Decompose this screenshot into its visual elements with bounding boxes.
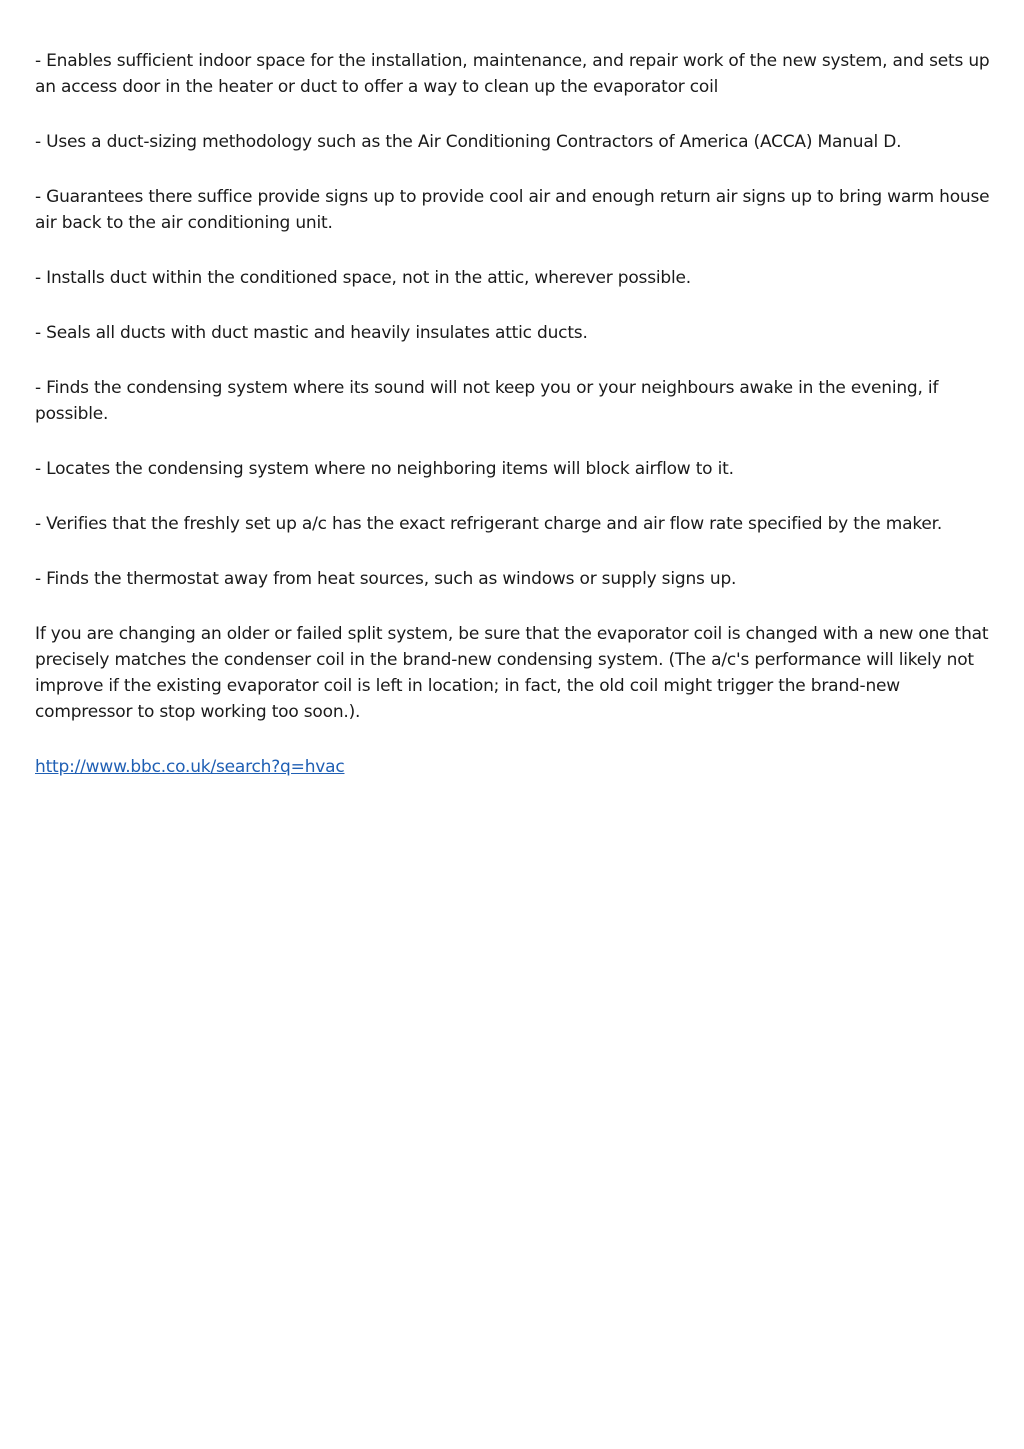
link-paragraph: [35, 754, 993, 780]
paragraph-supply-return-registers: - Guarantees there suffice provide signs up to provide cool air and enough return air signs up to bring warm house air back to the air conditioning unit.: [35, 187, 990, 233]
paragraph-condenser-noise: - Finds the condensing system where its sound will not keep you or your neighbours awake in the evening, if possible.: [35, 378, 939, 424]
paragraph-thermostat-location: - Finds the thermostat away from heat sources, such as windows or supply signs up.: [35, 569, 737, 589]
paragraph-duct-sizing: - Uses a duct-sizing methodology such as the Air Conditioning Contractors of America (ACCA) Manual D.: [35, 132, 902, 152]
document-page: [35, 48, 993, 809]
paragraph-workspace-access: - Enables sufficient indoor space for the installation, maintenance, and repair work of the new system, and sets up an access door in the heater or duct to offer a way to clean up the evaporator coil: [35, 51, 990, 97]
paragraph-duct-location: - Installs duct within the conditioned space, not in the attic, wherever possible.: [35, 268, 691, 288]
paragraph-refrigerant-charge: - Verifies that the freshly set up a/c has the exact refrigerant charge and air flow rate specified by the maker.: [35, 514, 943, 534]
paragraph-condenser-airflow: - Locates the condensing system where no neighboring items will block airflow to it.: [35, 459, 734, 479]
bbc-search-link[interactable]: http://www.bbc.co.uk/search?q=hvac: [35, 757, 345, 777]
paragraph-duct-sealing: - Seals all ducts with duct mastic and heavily insulates attic ducts.: [35, 323, 588, 343]
paragraph-evaporator-coil: If you are changing an older or failed split system, be sure that the evaporator coil is changed with a new one that precisely matches the condenser coil in the brand-new condensing system. (The a/c's performance will likely not improve if the existing evaporator coil is left in location; in fact, the old coil might trigger the brand-new compressor to stop working too soon.).: [35, 624, 989, 722]
